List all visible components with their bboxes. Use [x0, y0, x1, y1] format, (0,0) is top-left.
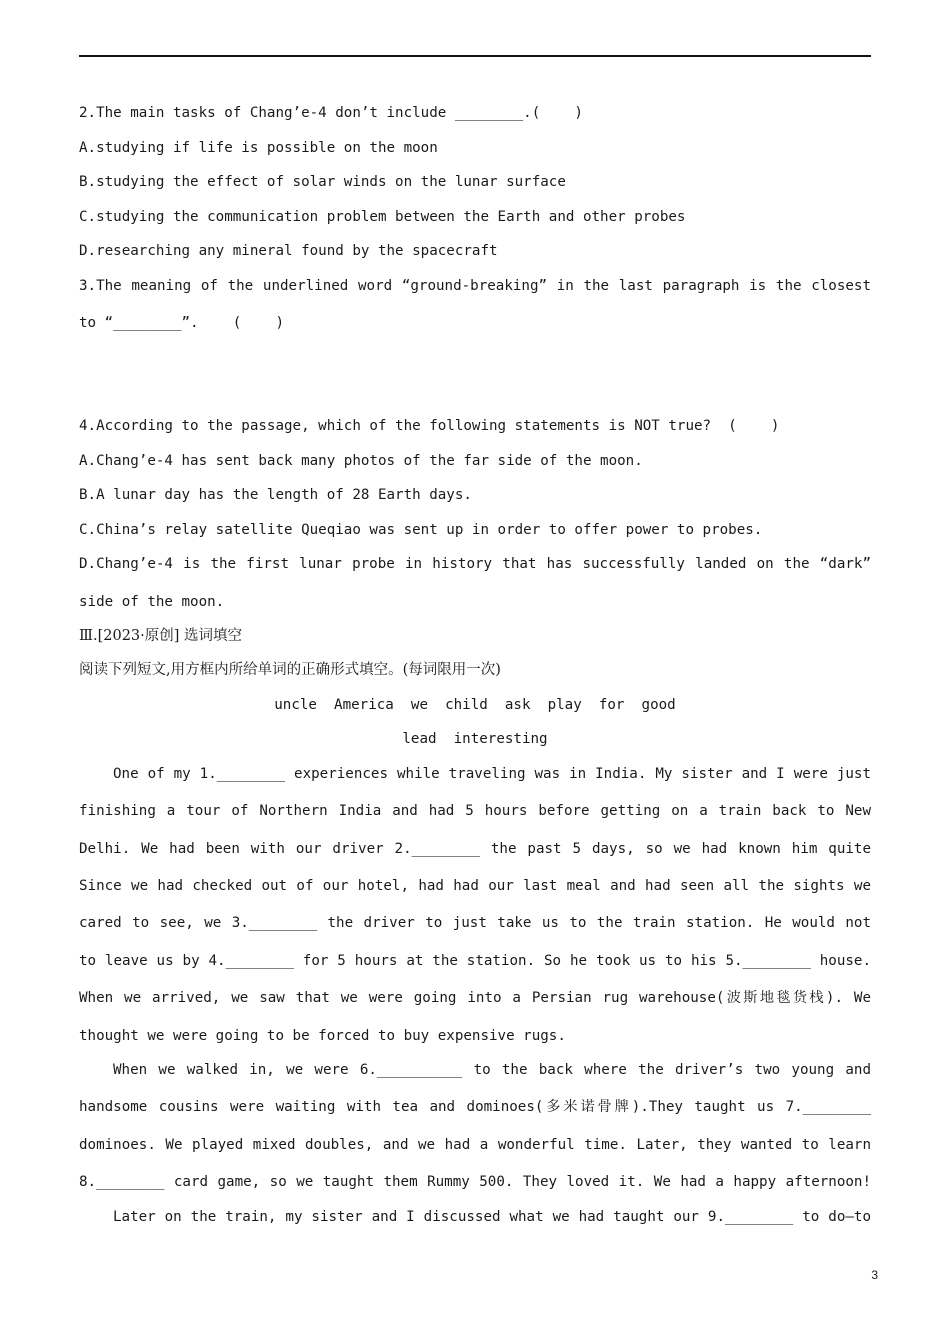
q4-option-a: A.Chang’e-4 has sent back many photos of the far side of the moon.: [79, 453, 643, 469]
header-rule: [79, 55, 871, 57]
q3-option-row-1: [79, 347, 871, 367]
passage-line: 8.________ card game, so we taught them Rummy 500. They loved it. We had a happy afternoon!: [79, 1174, 871, 1190]
q4-option-d-continued: side of the moon.: [79, 594, 225, 610]
q2-option-b: B.studying the effect of solar winds on the lunar surface: [79, 174, 566, 190]
passage-line: dominoes. We played mixed doubles, and we had a wonderful time. Later, they wanted to learn: [79, 1137, 871, 1153]
q3-stem-line1: 3.The meaning of the underlined word “ground-breaking” in the last paragraph is the closest: [79, 278, 871, 294]
q4-stem: 4.According to the passage, which of the following statements is NOT true? ( ): [79, 418, 780, 434]
passage-line: Delhi. We had been with our driver 2.________ the past 5 days, so we had known him quite: [79, 841, 871, 857]
q2-option-c: C.studying the communication problem between the Earth and other probes: [79, 209, 686, 225]
passage-line: One of my 1.________ experiences while traveling was in India. My sister and I were just: [113, 766, 871, 782]
passage-line: Since we had checked out of our hotel, had had our last meal and had seen all the sights we: [79, 878, 871, 894]
passage-line: When we walked in, we were 6.__________ to the back where the driver’s two young and: [113, 1062, 871, 1078]
word-bank-line-2: lead interesting: [402, 731, 548, 747]
passage-line: When we arrived, we saw that we were going into a Persian rug warehouse(波斯地毯货栈). We: [79, 990, 871, 1006]
passage-line: finishing a tour of Northern India and had 5 hours before getting on a train back to New: [79, 803, 871, 819]
q2-option-d: D.researching any mineral found by the spacecraft: [79, 243, 498, 259]
word-bank-line-1: uncle America we child ask play for good: [274, 697, 676, 713]
page-number: 3: [871, 1268, 878, 1282]
q2-stem: 2.The main tasks of Chang’e-4 don’t include ________.( ): [79, 105, 583, 121]
q3-option-row-2: [79, 382, 871, 402]
q4-option-c: C.China’s relay satellite Queqiao was sent up in order to offer power to probes.: [79, 522, 763, 538]
passage-line: Later on the train, my sister and I discussed what we had taught our 9.________ to do—to: [113, 1209, 871, 1225]
q3-stem-line2: to “________”. ( ): [79, 315, 284, 331]
passage-line: handsome cousins were waiting with tea and dominoes(多米诺骨牌).They taught us 7.________: [79, 1099, 871, 1115]
q2-option-a: A.studying if life is possible on the moon: [79, 140, 438, 156]
passage-line: to leave us by 4.________ for 5 hours at the station. So he took us to his 5.________ house.: [79, 953, 871, 969]
q4-option-d: D.Chang’e-4 is the first lunar probe in history that has successfully landed on the “dark”: [79, 556, 871, 572]
section-heading: Ⅲ.[2023·原创] 选词填空: [79, 628, 243, 644]
passage-line: thought we were going to be forced to buy expensive rugs.: [79, 1028, 566, 1044]
q4-option-b: B.A lunar day has the length of 28 Earth days.: [79, 487, 472, 503]
section-instruction: 阅读下列短文,用方框内所给单词的正确形式填空。(每词限用一次): [79, 662, 501, 678]
passage-line: cared to see, we 3.________ the driver to just take us to the train station. He would not: [79, 915, 871, 931]
